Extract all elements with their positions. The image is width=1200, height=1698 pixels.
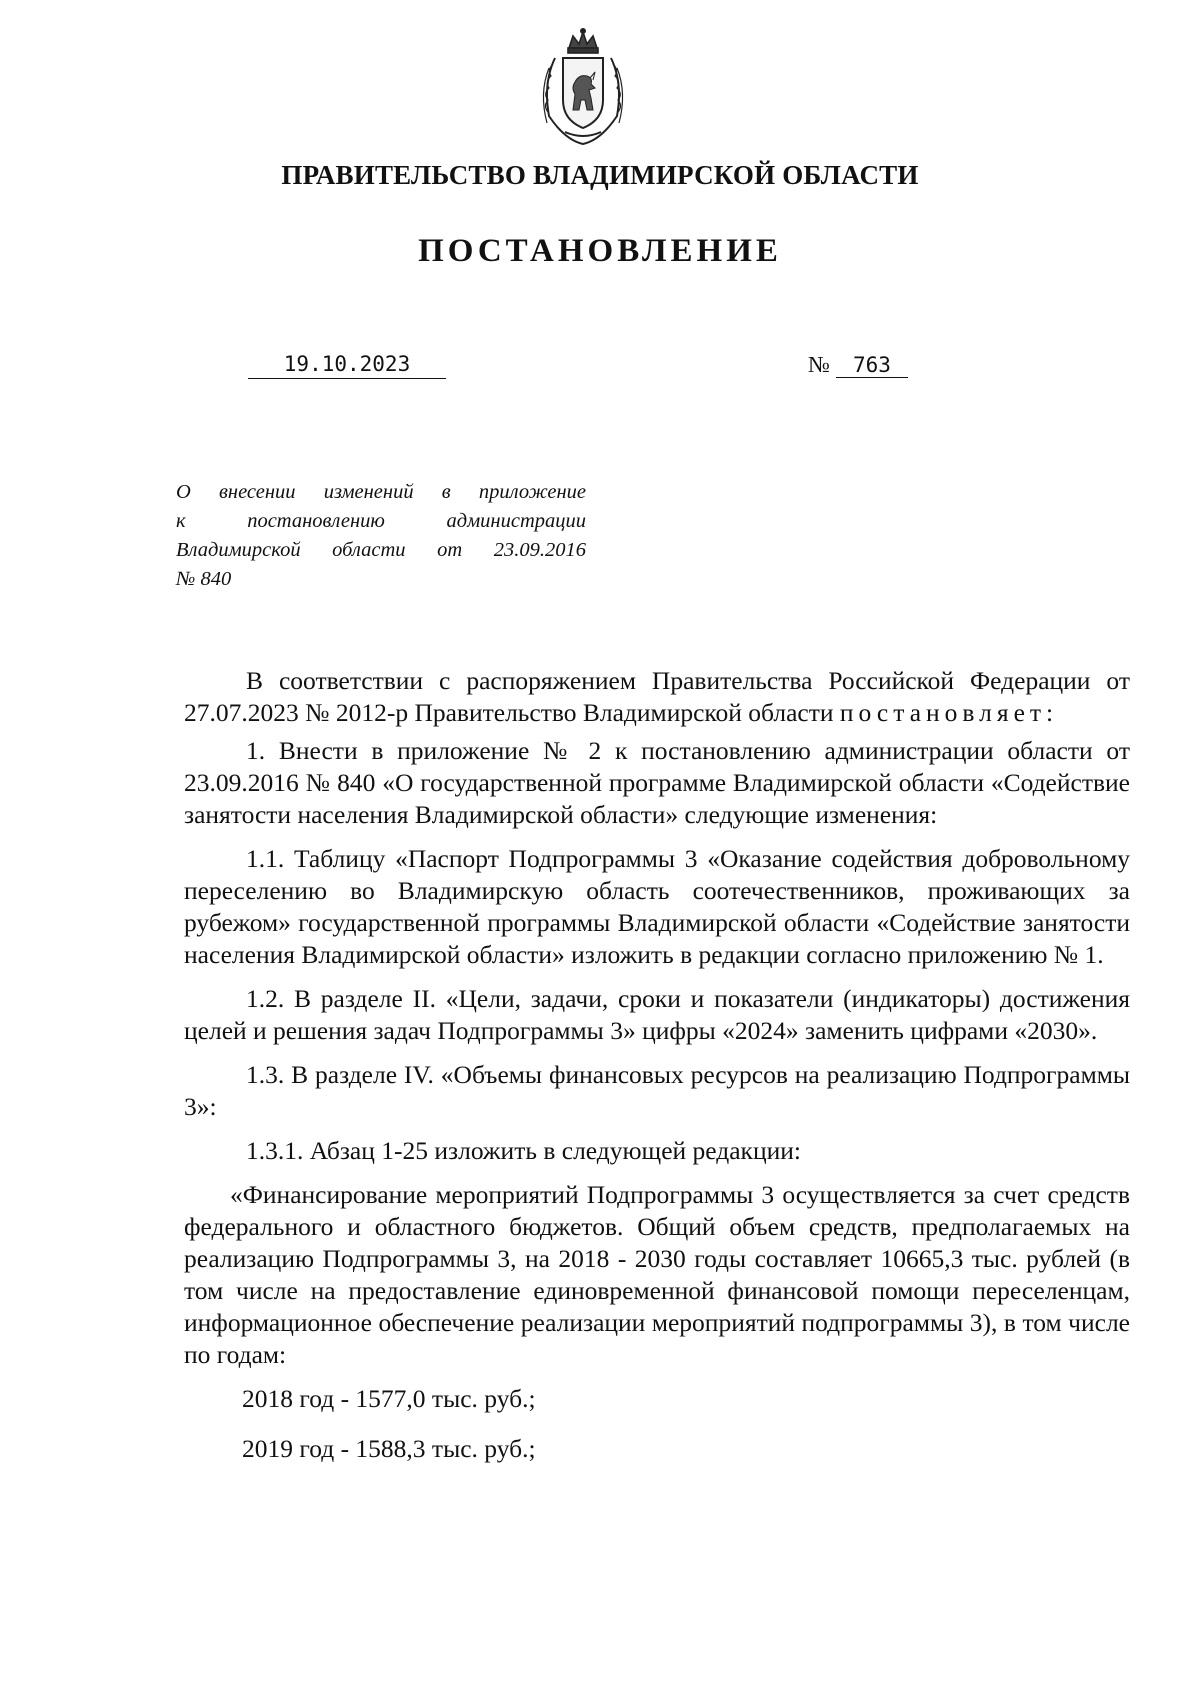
paragraph-1-2: 1.2. В разделе II. «Цели, задачи, сроки и показатели (индикаторы) достижения целей и решения задач Подпрограммы 3» цифры «2024» заменить цифрами «2030». (184, 984, 1130, 1045)
document-date: 19.10.2023 (248, 352, 446, 379)
paragraph-1-3-1: 1.3.1. Абзац 1-25 изложить в следующей редакции: (246, 1136, 801, 1165)
paragraph-1-3: 1.3. В разделе IV. «Объемы финансовых ресурсов на реализацию Подпрограммы 3»: (184, 1060, 1130, 1121)
number-sign: № (808, 352, 830, 377)
document-number-field (808, 352, 908, 378)
preamble-text: В соответствии с распоряжением Правительства Российской Федерации от 27.07.2023 № 2012-р Правительство Владимирской области (184, 666, 1130, 727)
funding-year-line: 2019 год - 1588,3 тыс. руб.; (242, 1434, 536, 1463)
document-type: ПОСТАНОВЛЕНИЕ (418, 233, 782, 269)
quoted-paragraph: «Финансирование мероприятий Подпрограммы 3 осуществляется за счет средств федерального и областного бюджетов. Общий объем средств, предполагаемых на реализацию Подпрограммы 3, на 2018 - 2030 годы составляет 10665,3 тыс. рублей (в том числе на предоставление единовременной финансовой помощи переселенцам, информационное обеспечение реализации мероприятий подпрограммы 3), в том числе по годам: (184, 1180, 1130, 1369)
document-subject (176, 478, 586, 594)
funding-year-line: 2018 год - 1577,0 тыс. руб.; (242, 1384, 536, 1413)
paragraph-1: 1. Внести в приложение № 2 к постановлению администрации области от 23.09.2016 № 840 «О государственной программе Владимирской области «Содействие занятости населения Владимирской области» следующие изменения: (184, 736, 1130, 829)
document-number: 763 (836, 353, 908, 378)
subject-line: № 840 (176, 568, 232, 590)
subject-line: к постановлению администрации (176, 510, 586, 532)
resolves-word: постановляет: (839, 698, 1059, 727)
paragraph-1-1: 1.1. Таблицу «Паспорт Подпрограммы 3 «Оказание содействия добровольному переселению во Владимирскую область соотечественников, проживающих за рубежом» государственной программы Владимирской области «Содействие занятости населения Владимирской области» изложить в редакции согласно приложению № 1. (184, 844, 1130, 969)
coat-of-arms-icon (535, 28, 631, 146)
subject-line: О внесении изменений в приложение (176, 481, 586, 503)
preamble-paragraph (184, 665, 1130, 729)
government-title: ПРАВИТЕЛЬСТВО ВЛАДИМИРСКОЙ ОБЛАСТИ (281, 160, 919, 190)
subject-line: Владимирской области от 23.09.2016 (176, 539, 586, 561)
document-body (184, 665, 1130, 1483)
